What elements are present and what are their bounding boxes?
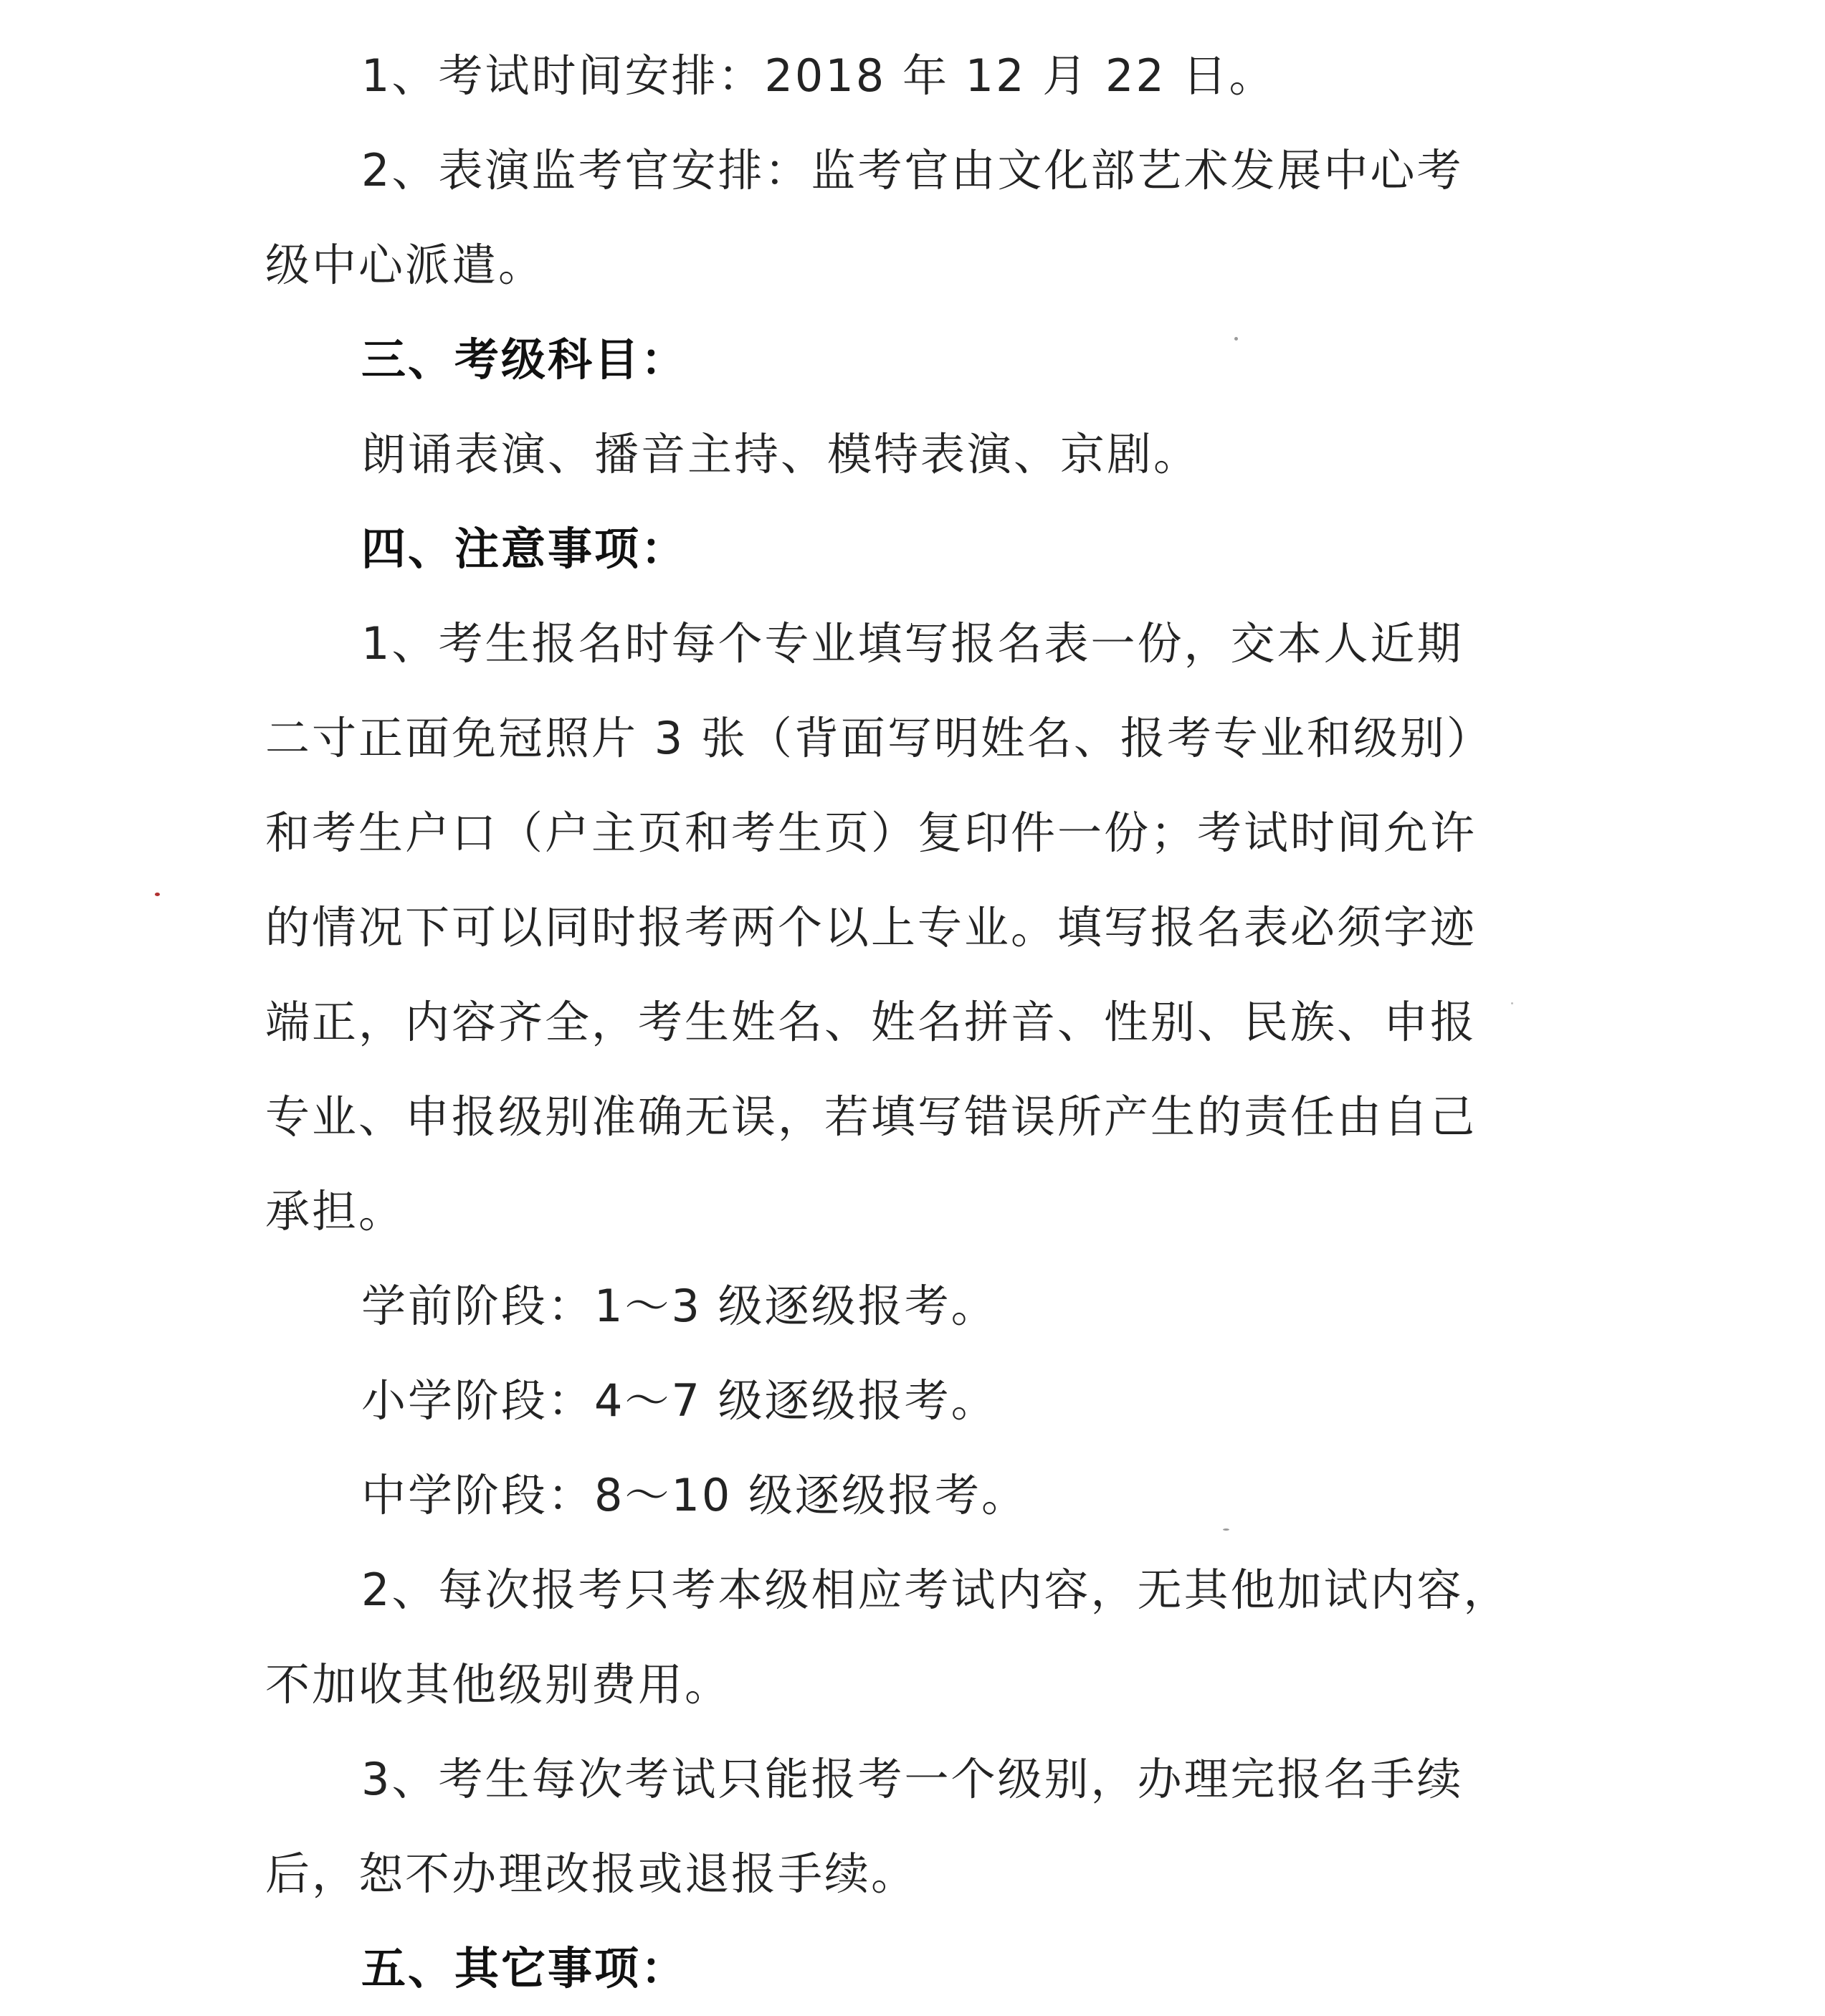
paragraph-examiner-line-1: 2、表演监考官安排：监考官由文化部艺术发展中心考: [361, 144, 1464, 196]
paragraph-registration-line-1: 1、考生报名时每个专业填写报名表一份，交本人近期: [361, 617, 1464, 670]
paragraph-subjects: 朗诵表演、播音主持、模特表演、京剧。: [361, 428, 1201, 480]
paragraph-primary-stage: 小学阶段：4～7 级逐级报考。: [361, 1374, 998, 1427]
paragraph-middle-stage: 中学阶段：8～10 级逐级报考。: [361, 1469, 1029, 1521]
paragraph-exam-content-line-1: 2、每次报考只考本级相应考试内容，无其他加试内容，: [361, 1564, 1510, 1616]
paragraph-registration-line-7: 承担。: [265, 1185, 406, 1237]
scan-speck-gray: [1234, 337, 1238, 341]
paragraph-preschool-stage: 学前阶段：1～3 级逐级报考。: [361, 1280, 998, 1332]
paragraph-one-level-line-1: 3、考生每次考试只能报考一个级别，办理完报名手续: [361, 1753, 1464, 1805]
heading-notes: 四、注意事项：: [361, 523, 688, 575]
paragraph-registration-line-2: 二寸正面免冠照片 3 张（背面写明姓名、报考专业和级别）: [265, 712, 1493, 764]
document-body: [265, 29, 1527, 2016]
scan-speck-gray: [1511, 1002, 1513, 1004]
scan-speck-red: [155, 893, 160, 896]
paragraph-examiner-line-2: 级中心派遣。: [265, 239, 545, 291]
paragraph-one-level-line-2: 后，恕不办理改报或退报手续。: [265, 1848, 918, 1900]
paragraph-registration-line-6: 专业、申报级别准确无误，若填写错误所产生的责任由自己: [265, 1090, 1477, 1143]
paragraph-registration-line-4: 的情况下可以同时报考两个以上专业。填写报名表必须字迹: [265, 901, 1477, 954]
scan-speck-gray: [1223, 1528, 1229, 1531]
paragraph-exam-content-line-2: 不加收其他级别费用。: [265, 1658, 732, 1711]
heading-exam-subjects: 三、考级科目：: [361, 333, 688, 386]
paragraph-registration-line-5: 端正，内容齐全，考生姓名、姓名拼音、性别、民族、申报: [265, 996, 1477, 1048]
paragraph-registration-line-3: 和考生户口（户主页和考生页）复印件一份；考试时间允许: [265, 807, 1477, 859]
heading-other-matters: 五、其它事项：: [361, 1942, 688, 1994]
paragraph-exam-time: 1、考试时间安排：2018 年 12 月 22 日。: [361, 49, 1276, 102]
